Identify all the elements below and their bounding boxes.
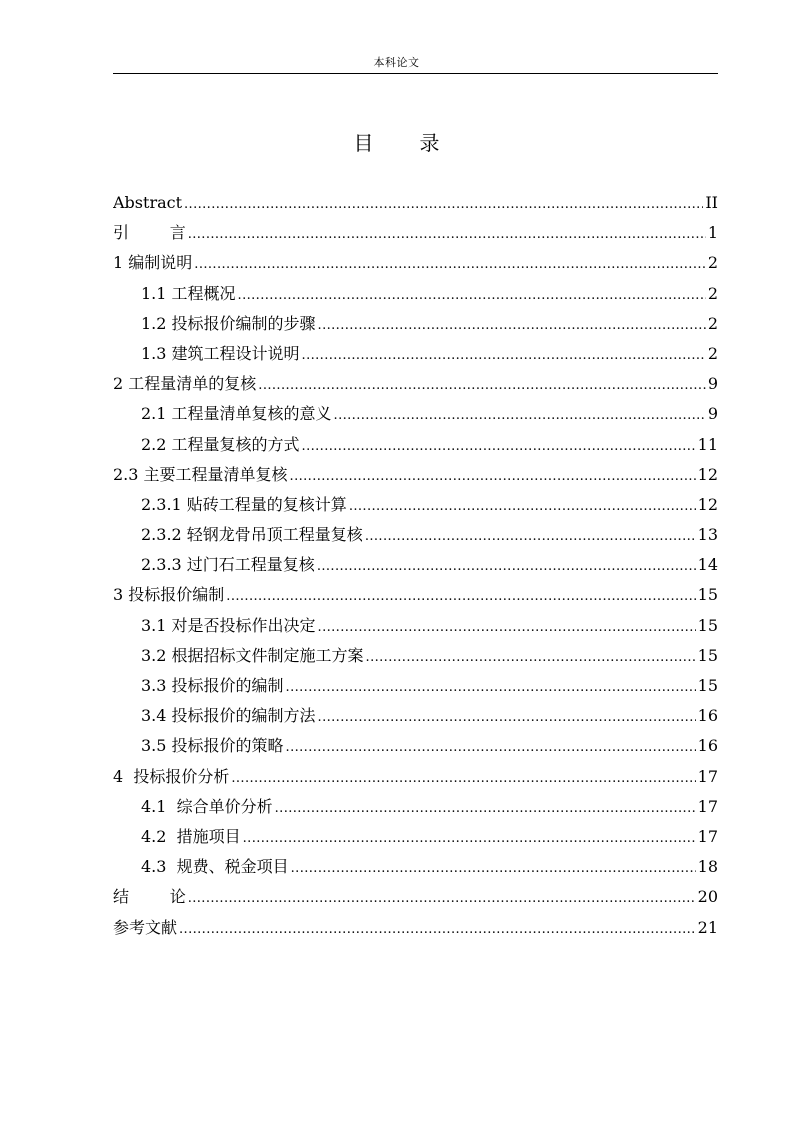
toc-entry-page-number: 14 (697, 555, 718, 575)
toc-dot-leader (184, 190, 703, 218)
toc-dot-leader (349, 492, 696, 520)
toc-entry-label: 2.3 主要工程量清单复核 (113, 464, 288, 484)
toc-entry-label: 1.2 投标报价编制的步骤 (141, 313, 316, 333)
toc-entry[interactable] (113, 701, 718, 731)
toc-dot-leader (318, 703, 696, 731)
toc-entry-page-number: 20 (697, 887, 718, 907)
toc-entry[interactable] (113, 430, 718, 460)
toc-dot-leader (226, 582, 695, 610)
toc-entry[interactable] (113, 248, 718, 278)
toc-entry[interactable] (113, 882, 718, 912)
toc-dot-leader (317, 552, 696, 580)
toc-dot-leader (366, 643, 696, 671)
toc-entry-label: 2.3.1 贴砖工程量的复核计算 (141, 494, 347, 514)
toc-entry-page-number: 21 (697, 917, 718, 937)
toc-entry[interactable] (113, 580, 718, 610)
toc-entry[interactable] (113, 671, 718, 701)
toc-entry-page-number: 11 (697, 434, 718, 454)
toc-entry-label: 3.5 投标报价的策略 (141, 736, 284, 756)
toc-dot-leader (231, 764, 695, 792)
toc-entry-label: 2 工程量清单的复核 (113, 374, 257, 394)
toc-entry[interactable] (113, 399, 718, 429)
toc-entry[interactable] (113, 369, 718, 399)
toc-entry-label: 4.2 措施项目 (141, 826, 241, 846)
toc-entry-label: 4.3 规费、税金项目 (141, 857, 289, 877)
toc-entry[interactable] (113, 550, 718, 580)
running-header: 本科论文 (373, 56, 420, 69)
toc-entry[interactable] (113, 762, 718, 792)
toc-dot-leader (365, 522, 696, 550)
toc-entry-page-number: 1 (707, 223, 718, 243)
toc-entry-page-number: 16 (697, 736, 718, 756)
toc-entry-page-number: 2 (707, 283, 718, 303)
toc-entry[interactable] (113, 641, 718, 671)
toc-dot-leader (286, 733, 696, 761)
toc-title-right: 录 (419, 131, 440, 155)
toc-title-left: 目 (353, 131, 374, 155)
toc-entry-label: 2.2 工程量复核的方式 (141, 434, 300, 454)
toc-entry-label: 2.1 工程量清单复核的意义 (141, 404, 332, 424)
toc-dot-leader (275, 794, 696, 822)
toc-entry[interactable] (113, 913, 718, 943)
toc-entry-page-number: 2 (707, 253, 718, 273)
toc-entry[interactable] (113, 852, 718, 882)
toc-entry[interactable] (113, 188, 718, 218)
toc-entry-label: 3.4 投标报价的编制方法 (141, 706, 316, 726)
toc-entry[interactable] (113, 279, 718, 309)
toc-entry-label: 4 投标报价分析 (113, 766, 230, 786)
toc-dot-leader (188, 884, 696, 912)
toc-list (113, 188, 718, 943)
toc-entry-page-number: 13 (697, 525, 718, 545)
toc-entry-page-number: 2 (707, 343, 718, 363)
toc-entry-page-number: 12 (697, 464, 718, 484)
toc-entry[interactable] (113, 611, 718, 641)
toc-entry-label: 1 编制说明 (113, 253, 193, 273)
toc-entry-page-number: 17 (697, 766, 718, 786)
toc-title (0, 127, 793, 156)
toc-entry[interactable] (113, 309, 718, 339)
toc-entry-page-number: 15 (697, 585, 718, 605)
toc-entry-label: 3.1 对是否投标作出决定 (141, 615, 316, 635)
toc-entry-page-number: 15 (697, 615, 718, 635)
toc-entry-label: 3 投标报价编制 (113, 585, 225, 605)
toc-entry[interactable] (113, 339, 718, 369)
toc-entry-label: Abstract (113, 193, 183, 212)
toc-entry-page-number: II (705, 193, 718, 212)
toc-entry-page-number: 9 (707, 404, 718, 424)
header-rule (113, 73, 718, 74)
toc-entry[interactable] (113, 792, 718, 822)
toc-entry-page-number: 9 (707, 374, 718, 394)
toc-entry-label: 结 论 (113, 887, 186, 907)
toc-entry-label: 2.3.3 过门石工程量复核 (141, 555, 315, 575)
toc-entry-label: 3.3 投标报价的编制 (141, 676, 284, 695)
toc-entry-page-number: 18 (697, 857, 718, 877)
toc-entry[interactable] (113, 218, 718, 248)
toc-dot-leader (334, 401, 706, 429)
toc-entry-page-number: 2 (707, 313, 718, 333)
toc-dot-leader (238, 281, 706, 309)
toc-entry[interactable] (113, 822, 718, 852)
toc-entry-label: 引 言 (113, 223, 186, 243)
toc-entry-page-number: 12 (697, 494, 718, 514)
toc-entry-page-number: 16 (697, 706, 718, 726)
toc-dot-leader (179, 915, 696, 943)
toc-entry-page-number: 15 (697, 676, 718, 695)
toc-entry[interactable] (113, 460, 718, 490)
toc-dot-leader (188, 220, 706, 248)
toc-entry[interactable] (113, 520, 718, 550)
toc-entry-label: 3.2 根据招标文件制定施工方案 (141, 645, 364, 665)
toc-dot-leader (258, 371, 706, 399)
toc-dot-leader (243, 824, 696, 852)
toc-entry-label: 4.1 综合单价分析 (141, 796, 273, 816)
toc-entry-label: 1.3 建筑工程设计说明 (141, 343, 300, 363)
toc-dot-leader (302, 341, 706, 369)
toc-entry-page-number: 17 (697, 826, 718, 846)
toc-entry[interactable] (113, 731, 718, 761)
toc-entry-label: 1.1 工程概况 (141, 283, 236, 303)
toc-entry-label: 参考文献 (113, 917, 178, 937)
toc-dot-leader (302, 432, 696, 460)
toc-entry-page-number: 17 (697, 796, 718, 816)
toc-entry[interactable] (113, 490, 718, 520)
toc-dot-leader (194, 250, 706, 278)
toc-entry-label: 2.3.2 轻钢龙骨吊顶工程量复核 (141, 525, 363, 545)
toc-dot-leader (286, 673, 696, 701)
toc-dot-leader (318, 311, 706, 339)
toc-dot-leader (291, 854, 696, 882)
toc-dot-leader (318, 613, 696, 641)
toc-dot-leader (290, 462, 696, 490)
toc-entry-page-number: 15 (697, 645, 718, 665)
